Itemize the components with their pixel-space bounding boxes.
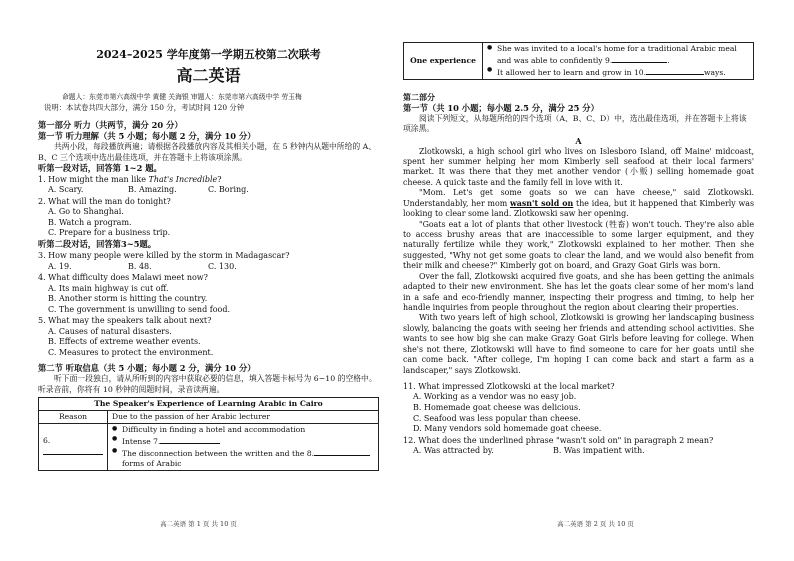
question-4: 4. What difficulty does Malawi meet now?	[38, 273, 208, 283]
question-2: 2. What will the man do tonight?	[38, 196, 171, 206]
part1-heading: 第一部分 听力（共两节，满分 20 分）	[38, 120, 183, 131]
reason-label: Reason	[39, 410, 108, 423]
blank-6-cell	[39, 423, 108, 470]
q1-options	[38, 185, 379, 196]
bullet-disconnection-post: forms of Arabic	[122, 459, 182, 468]
blank-8[interactable]	[314, 447, 370, 456]
table-caption: The Speaker's Experience of Learning Arabic in Cairo	[39, 397, 379, 410]
question-12: 12. What does the underlined phrase "wasn't sold on" in paragraph 2 mean?	[403, 435, 714, 445]
experience-table	[403, 42, 754, 80]
q11-option-b[interactable]: B. Homemade goat cheese was delicious.	[413, 403, 581, 413]
bullet-meal	[487, 44, 749, 66]
q12-options	[403, 446, 754, 457]
p2-pre: "Mom. Let's get some goats so we can have cheese," said Zlotkowski. Understandably, her mom	[403, 188, 754, 208]
q1-option-b[interactable]: B. Amazing.	[128, 185, 177, 195]
listening-table	[38, 397, 379, 471]
q11-option-d[interactable]: D. Many vendors sold homemade goat cheese.	[413, 424, 602, 434]
experience-label: One experience	[404, 43, 483, 80]
paragraph-1: Zlotkowski, a high school girl who lives on Islesboro Island, off Maine' midcoast, spent her summer helping her mom Kimberly sell seafood at their local farmers' market. It was there that they met another vendor (小贩) selling homemade goat cheese. A quick taste and the family fell in love with it.	[403, 146, 754, 187]
q1-stem-italic: That's Incredible	[148, 174, 218, 184]
exam-note: 说明：本试卷共四大部分，满分 150 分，考试时间 120 分钟	[44, 102, 245, 112]
q5-option-a[interactable]: A. Causes of natural disasters.	[48, 326, 172, 336]
blank-10[interactable]	[646, 66, 704, 75]
underlined-phrase: wasn't sold on	[509, 198, 574, 208]
q5-option-c[interactable]: C. Measures to protect the environment.	[48, 347, 214, 357]
part2-sec1-heading: 第一节（共 10 小题；每小题 2.5 分，满分 25 分）	[403, 102, 599, 113]
paragraph-4: Over the fall, Zlotkowski acquired five goats, and she has been getting the animals adapted to their new environment. She has let the goats clear some of her mom's land in a safe and eco-friendly manner, inspecting their progress and timing, to help her handle inquiries from people throughout the region about clearing their properties.	[403, 271, 754, 312]
q3-option-c[interactable]: C. 130.	[208, 261, 237, 271]
part1-sec2-instructions: 听下面一段独白，请从所听到的内容中获取必要的信息，填入答题卡标号为 6~10 的空格中。听录音前，你将有 10 秒钟的阅题时间，录音读两遍。	[38, 374, 377, 394]
bullet-intense-text: Intense 7.	[122, 436, 161, 446]
bullet-grow	[487, 66, 749, 78]
paragraph-2	[403, 188, 754, 219]
q12-option-b[interactable]: B. Was impatient with.	[553, 446, 645, 456]
q4-option-b[interactable]: B. Another storm is hitting the country.	[48, 294, 208, 304]
question-3: 3. How many people were killed by the storm in Madagascar?	[38, 250, 290, 260]
bullet-intense	[112, 435, 374, 447]
exam-title: 2024–2025 学年度第一学期五校第二次联考	[96, 48, 321, 61]
question-11: 11. What impressed Zlotkowski at the local market?	[403, 381, 615, 391]
part2-sec1-instructions: 阅读下列短文，从每题所给的四个选项（A、B、C、D）中，选出最佳选项，并在答题卡上将该项涂黑。	[403, 113, 747, 133]
blank-6-label: 6.	[43, 435, 51, 445]
q2-option-b[interactable]: B. Watch a program.	[48, 217, 132, 227]
q4-option-c[interactable]: C. The government is unwilling to send food.	[48, 304, 230, 314]
q3-option-a[interactable]: A. 19.	[48, 261, 72, 271]
bullet-disconnection	[112, 447, 374, 469]
q12-option-a[interactable]: A. Was attracted by.	[413, 446, 494, 456]
q4-option-a[interactable]: A. Its main highway is cut off.	[48, 283, 169, 293]
group1-heading: 听第一段对话，回答第 1~2 题。	[38, 162, 162, 173]
part1-sec1-heading: 第一节 听力理解（共 5 小题；每小题 2 分，满分 10 分）	[38, 131, 256, 142]
q2-option-a[interactable]: A. Go to Shanghai.	[48, 207, 124, 217]
footer-right: 高二英语 第 2 页 共 10 页	[557, 520, 634, 529]
authors-line: 命题人：东莞市第六高级中学 黄健 关海银 审题人：东莞市第六高级中学 劳玉梅	[62, 92, 302, 101]
reason-text: Due to the passion of her Arabic lecturer	[108, 410, 379, 423]
experience-cell	[483, 43, 754, 80]
right-page	[397, 0, 794, 561]
q2-option-c[interactable]: C. Prepare for a business trip.	[48, 228, 171, 238]
q1-stem-pre: 1. How might the man like	[38, 174, 149, 184]
bullet-grow-post: ways.	[704, 68, 726, 78]
part2-heading: 第二部分	[403, 92, 435, 103]
part1-sec1-instructions: 共两小段，每段播放两遍；请根据各段播放内容及其相关小题，在 5 秒钟内从题中所给的 A、B、C 三个选项中选出最佳选项，并在答题卡上将该项涂黑。	[38, 142, 377, 162]
q11-option-c[interactable]: C. Seafood was less popular than cheese.	[413, 413, 581, 423]
passage-label: A	[575, 136, 582, 147]
q5-option-b[interactable]: B. Effects of extreme weather events.	[48, 337, 201, 347]
bullet-meal-text: She was invited to a local's home for a traditional Arabic meal and was able to confidently 9.	[497, 44, 737, 66]
blank-6[interactable]	[43, 446, 103, 455]
q3-options	[38, 262, 379, 273]
part1-sec2-heading: 第二节 听取信息（共 5 小题；每小题 2 分，满分 10 分）	[38, 363, 256, 374]
difficulties-cell	[108, 423, 379, 470]
question-5: 5. What may the speakers talk about next?	[38, 316, 212, 326]
blank-9[interactable]	[612, 54, 670, 66]
q1-option-a[interactable]: A. Scary.	[48, 185, 84, 195]
paragraph-3: "Goats eat a lot of plants that other livestock (牲畜) won't touch. They're also able to access brushy areas that are inaccessible to some larger equipment, and they naturally fertilize while they work," Zlotkowski explained to her mother. Then she suggested, "Why not get some goats to clear the land, and we would also benefit from their milk and cheese?" Kimberly got on board, and Grazy Goat Girls was born.	[403, 219, 754, 271]
p2-post: the idea, but it happened that Kimberly was looking to clear some land. Zlotkowski saw her opening.	[403, 198, 754, 219]
bullet-meal-end: .	[667, 56, 670, 66]
bullet-disconnection-pre: The disconnection between the written and the 8.	[122, 448, 315, 458]
q1-stem-post: ?	[217, 174, 222, 184]
paragraph-5: With two years left of high school, Zlotkowski is growing her landscaping business slowly, balancing the goats with seeing her friends and attending school activities. She wants to see how big she can make Grazy Goat Girls before leaving for college. When she's not there, Zlotkowski will have to find someone to care for her goats until she can come back. "After college, I'm hoping I can come back and start a farm as a landscaper," says Zlotkowski.	[403, 313, 754, 375]
bullet-grow-pre: It allowed her to learn and grow in 10.	[497, 68, 647, 78]
exam-subject: 高二英语	[176, 65, 241, 85]
q3-option-b[interactable]: B. 48.	[128, 261, 152, 271]
group2-heading: 听第二段对话，回答第3~5题。	[38, 239, 157, 250]
q1-option-c[interactable]: C. Boring.	[208, 185, 249, 195]
blank-7[interactable]	[160, 435, 220, 444]
footer-left: 高二英语 第 1 页 共 10 页	[160, 520, 237, 529]
q11-option-a[interactable]: A. Working as a vendor was no easy job.	[413, 392, 577, 402]
question-1	[38, 175, 379, 186]
bullet-hotel: ● Difficulty in finding a hotel and accommodation	[112, 425, 374, 435]
